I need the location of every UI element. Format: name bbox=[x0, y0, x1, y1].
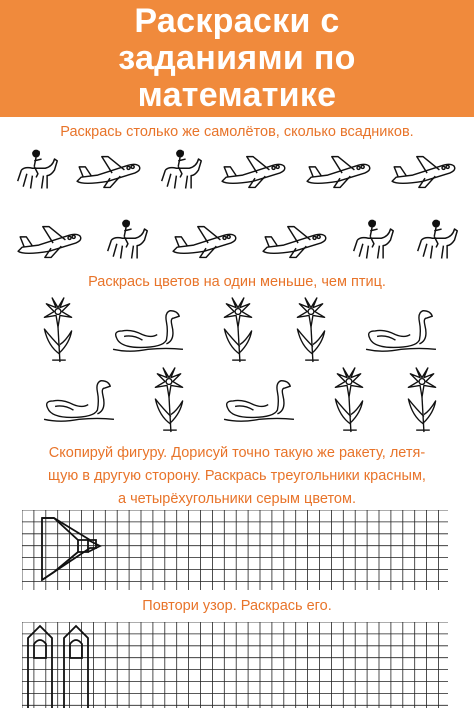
swan-icon[interactable] bbox=[222, 377, 296, 423]
task-4-instruction: Повтори узор. Раскрась его. bbox=[142, 598, 332, 614]
task-4-grid[interactable] bbox=[22, 622, 452, 713]
task-3-instruction-line-1: Скопируй фигуру. Дорисуй точно такую же ракету, летя- bbox=[48, 445, 426, 461]
flower-icon[interactable] bbox=[329, 366, 369, 434]
task-3-instruction-line-3: а четырёхугольники серым цветом. bbox=[118, 491, 356, 507]
flower-icon[interactable] bbox=[218, 296, 258, 364]
flower-icon[interactable] bbox=[149, 366, 189, 434]
task-1-row-1 bbox=[14, 148, 460, 194]
rider-icon[interactable] bbox=[14, 148, 60, 194]
plane-icon[interactable] bbox=[218, 150, 290, 192]
task-3-instruction-line-2: щую в другую сторону. Раскрась треугольники красным, bbox=[48, 468, 426, 484]
task-1-row-2 bbox=[14, 216, 460, 266]
flower-icon[interactable] bbox=[291, 296, 331, 364]
flower-icon[interactable] bbox=[38, 296, 78, 364]
task-1-instruction: Раскрась столько же самолётов, сколько всадников. bbox=[60, 124, 414, 140]
task-3-instruction bbox=[0, 442, 474, 511]
rider-icon[interactable] bbox=[104, 218, 150, 264]
swan-icon[interactable] bbox=[364, 307, 438, 353]
plane-icon[interactable] bbox=[259, 220, 331, 262]
swan-icon[interactable] bbox=[42, 377, 116, 423]
rider-icon[interactable] bbox=[414, 218, 460, 264]
plane-icon[interactable] bbox=[73, 150, 145, 192]
rider-icon[interactable] bbox=[350, 218, 396, 264]
task-2-row-2 bbox=[42, 364, 442, 436]
plane-icon[interactable] bbox=[169, 220, 241, 262]
swan-icon[interactable] bbox=[111, 307, 185, 353]
header-banner bbox=[0, 0, 474, 117]
task-2-instruction: Раскрась цветов на один меньше, чем птиц. bbox=[88, 274, 386, 290]
rider-icon[interactable] bbox=[158, 148, 204, 194]
plane-icon[interactable] bbox=[388, 150, 460, 192]
rocket-icon bbox=[42, 518, 100, 580]
plane-icon[interactable] bbox=[303, 150, 375, 192]
flower-icon[interactable] bbox=[402, 366, 442, 434]
page-title: Раскраски с заданиями по математике bbox=[118, 2, 356, 114]
task-3-grid[interactable] bbox=[22, 510, 452, 597]
task-2-row-1 bbox=[38, 294, 438, 366]
plane-icon[interactable] bbox=[14, 220, 86, 262]
